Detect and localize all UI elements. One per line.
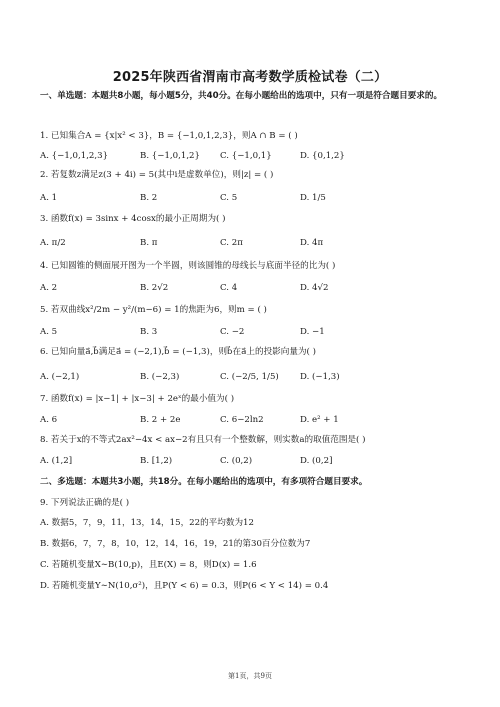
q4-option-a[interactable]: A. 2 — [40, 283, 58, 293]
question-4-stem: 4. 已知圆锥的侧面展开图为一个半圆，则该圆锥的母线长与底面半径的比为( ) — [40, 261, 336, 271]
q9-option-a[interactable]: A. 数据5，7，9，11，13，14，15，22的平均数为12 — [40, 518, 254, 528]
q6-option-c[interactable]: C. (−2/5, 1/5) — [220, 372, 279, 382]
question-8-stem: 8. 若关于x的不等式2ax²−4x < ax−2有且只有一个整数解，则实数a的取值范围是( ) — [40, 435, 366, 445]
q3-option-b[interactable]: B. π — [140, 238, 158, 248]
q5-option-c[interactable]: C. −2 — [220, 327, 245, 337]
question-1-stem: 1. 已知集合A = {x|x² < 3}，B = {−1,0,1,2,3}，则A ∩ B = ( ) — [40, 131, 298, 141]
q5-option-d[interactable]: D. −1 — [300, 327, 325, 337]
q4-option-b[interactable]: B. 2√2 — [140, 283, 169, 293]
q7-option-b[interactable]: B. 2 + 2e — [140, 415, 181, 425]
question-5-stem: 5. 若双曲线x²/2m − y²/(m−6) = 1的焦距为6，则m = ( ) — [40, 305, 267, 315]
q6-option-b[interactable]: B. (−2,3) — [140, 372, 180, 382]
q2-option-a[interactable]: A. 1 — [40, 193, 58, 203]
question-9-stem: 9. 下列说法正确的是( ) — [40, 498, 130, 508]
q8-option-c[interactable]: C. (0,2) — [220, 456, 253, 466]
q1-option-c[interactable]: C. {−1,0,1} — [220, 151, 272, 161]
q8-option-b[interactable]: B. [1,2) — [140, 456, 173, 466]
q7-option-c[interactable]: C. 6−2ln2 — [220, 415, 264, 425]
q5-option-b[interactable]: B. 3 — [140, 327, 158, 337]
q1-option-a[interactable]: A. {−1,0,1,2,3} — [40, 151, 109, 161]
q6-option-a[interactable]: A. (−2,1) — [40, 372, 80, 382]
section-single-choice-header: 一、单选题：本题共8小题，每小题5分，共40分。在每小题给出的选项中，只有一项是符合题目要求的。 — [40, 91, 443, 101]
q9-option-d[interactable]: D. 若随机变量Y∼N(10,σ²)，且P(Y < 6) = 0.3，则P(6 < Y < 14) = 0.4 — [40, 581, 329, 591]
question-2-stem: 2. 若复数z满足z(3 + 4i) = 5(其中i是虚数单位)，则|z| = ( ) — [40, 170, 274, 180]
q7-option-d[interactable]: D. e² + 1 — [300, 415, 339, 425]
q3-option-c[interactable]: C. 2π — [220, 238, 243, 248]
exam-title: 2025年陕西省渭南市高考数学质检试卷（二） — [112, 70, 388, 85]
q3-option-a[interactable]: A. π/2 — [40, 238, 66, 248]
q6-option-d[interactable]: D. (−1,3) — [300, 372, 340, 382]
q4-option-c[interactable]: C. 4 — [220, 283, 238, 293]
q7-option-a[interactable]: A. 6 — [40, 415, 58, 425]
q3-option-d[interactable]: D. 4π — [300, 238, 324, 248]
section-multiple-choice-header: 二、多选题：本题共3小题，共18分。在每小题给出的选项中，有多项符合题目要求。 — [40, 477, 368, 487]
q1-option-b[interactable]: B. {−1,0,1,2} — [140, 151, 200, 161]
question-7-stem: 7. 函数f(x) = |x−1| + |x−3| + 2eˣ的最小值为( ) — [40, 394, 235, 404]
q9-option-c[interactable]: C. 若随机变量X∼B(10,p)，且E(X) = 8，则D(x) = 1.6 — [40, 560, 257, 570]
page-footer: 第1页，共9页 — [228, 672, 272, 680]
q2-option-d[interactable]: D. 1/5 — [300, 193, 326, 203]
q2-option-b[interactable]: B. 2 — [140, 193, 158, 203]
q8-option-d[interactable]: D. (0,2] — [300, 456, 333, 466]
question-3-stem: 3. 函数f(x) = 3sinx + 4cosx的最小正周期为( ) — [40, 214, 226, 224]
q4-option-d[interactable]: D. 4√2 — [300, 283, 329, 293]
question-6-stem: 6. 已知向量a⃗,b⃗满足a⃗ = (−2,1),b⃗ = (−1,3)，则b⃗在a⃗上的投影向量为( ) — [40, 347, 316, 357]
q8-option-a[interactable]: A. (1,2] — [40, 456, 73, 466]
q2-option-c[interactable]: C. 5 — [220, 193, 238, 203]
q1-option-d[interactable]: D. {0,1,2} — [300, 151, 345, 161]
q9-option-b[interactable]: B. 数据6，7，7，8，10，12，14，16，19，21的第30百分位数为7 — [40, 539, 311, 549]
q5-option-a[interactable]: A. 5 — [40, 327, 58, 337]
